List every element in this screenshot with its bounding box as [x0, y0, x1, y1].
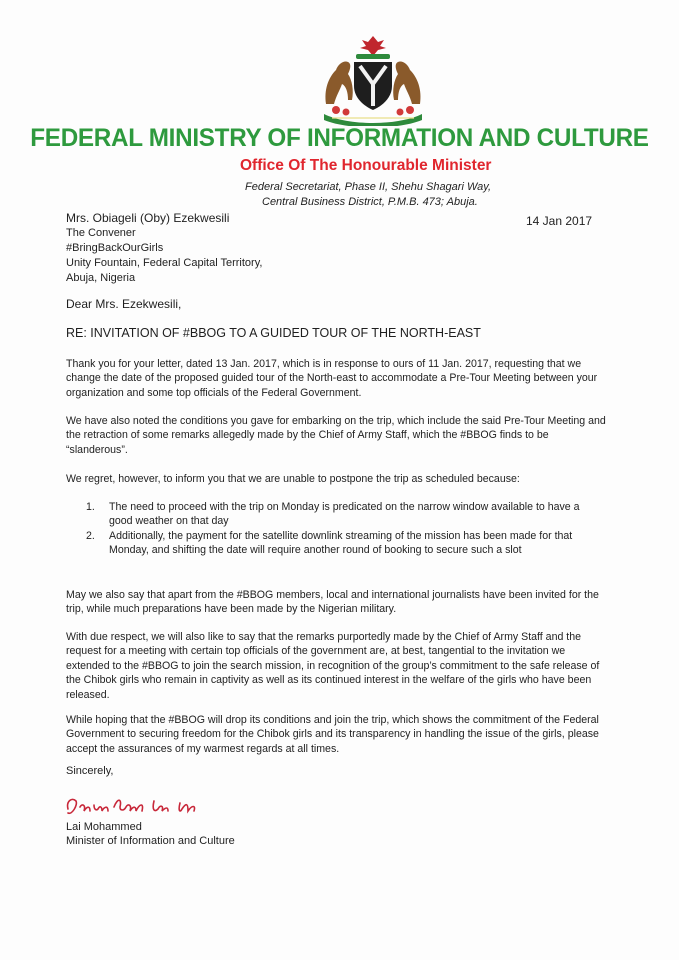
list-number: 1.	[86, 501, 95, 513]
nigerian-coat-of-arms-icon	[318, 34, 428, 126]
recipient-address-1: Unity Fountain, Federal Capital Territory,	[66, 257, 263, 269]
letter-date: 14 Jan 2017	[526, 214, 593, 228]
signer-title: Minister of Information and Culture	[66, 835, 235, 847]
ministry-name: FEDERAL MINISTRY OF INFORMATION AND CULTURE	[30, 124, 649, 152]
list-text: Additionally, the payment for the satellite downlink streaming of the mission has been made for that Monday, and shifting the date will require another round of booking to secure such a slot	[109, 530, 573, 557]
paragraph-5: With due respect, we will also like to say that the remarks purportedly made by the Chief of Army Staff and the request for a meeting with certain top officials of the government are, at best, tangential to the invitation we extended to the #BBOG to join the search mission, in recognition of the group’s commitment to the safe release of the Chibok girls who remain in captivity as well as its continued interest in the welfare of the girls who have been released.	[66, 631, 600, 701]
signer-block	[66, 820, 235, 848]
list-number: 2.	[86, 530, 95, 542]
office-title: Office Of The Honourable Minister	[240, 157, 492, 174]
list-text: The need to proceed with the trip on Monday is predicated on the narrow window available to have a good weather on that day	[109, 501, 580, 528]
recipient-block	[66, 211, 262, 286]
recipient-address-2: Abuja, Nigeria	[66, 272, 136, 284]
list-item	[86, 500, 606, 528]
subject-line: RE: INVITATION OF #BBOG TO A GUIDED TOUR OF THE NORTH-EAST	[66, 326, 481, 340]
list-item	[86, 529, 606, 557]
closing: Sincerely,	[66, 765, 114, 777]
paragraph-1: Thank you for your letter, dated 13 Jan. 2017, which is in response to ours of 11 Jan. 2017, requesting that we change the date of the proposed guided tour of the North-east to accommodate a Pre-Tour Meeting between your organization and some top officials of the Federal Government.	[66, 358, 598, 399]
salutation: Dear Mrs. Ezekwesili,	[66, 297, 182, 311]
address-line-2: Central Business District, P.M.B. 473; Abuja.	[262, 196, 478, 208]
reasons-list-1	[86, 500, 606, 528]
recipient-org: #BringBackOurGirls	[66, 242, 164, 254]
paragraph-4: May we also say that apart from the #BBOG members, local and international journalists have been invited for the trip, while much preparations have been made by the Nigerian military.	[66, 589, 599, 616]
address-line-1: Federal Secretariat, Phase II, Shehu Shagari Way,	[245, 181, 492, 193]
recipient-title: The Convener	[66, 227, 136, 239]
signer-name: Lai Mohammed	[66, 821, 142, 833]
paragraph-6: While hoping that the #BBOG will drop its conditions and join the trip, which shows the commitment of the Federal Government to securing freedom for the Chibok girls and its transparency in handling the issue of the girls, please accept the assurances of my warmest regards at all times.	[66, 714, 599, 755]
paragraph-3: We regret, however, to inform you that we are unable to postpone the trip as scheduled because:	[66, 473, 520, 485]
recipient-name: Mrs. Obiageli (Oby) Ezekwesili	[66, 211, 230, 225]
reasons-list-2	[86, 529, 606, 557]
handwritten-signature	[64, 793, 244, 823]
paragraph-2: We have also noted the conditions you gave for embarking on the trip, which include the said Pre-Tour Meeting and the retraction of some remarks allegedly made by the Chief of Army Staff, which the #BBOG finds to be “slanderous”.	[66, 415, 606, 456]
